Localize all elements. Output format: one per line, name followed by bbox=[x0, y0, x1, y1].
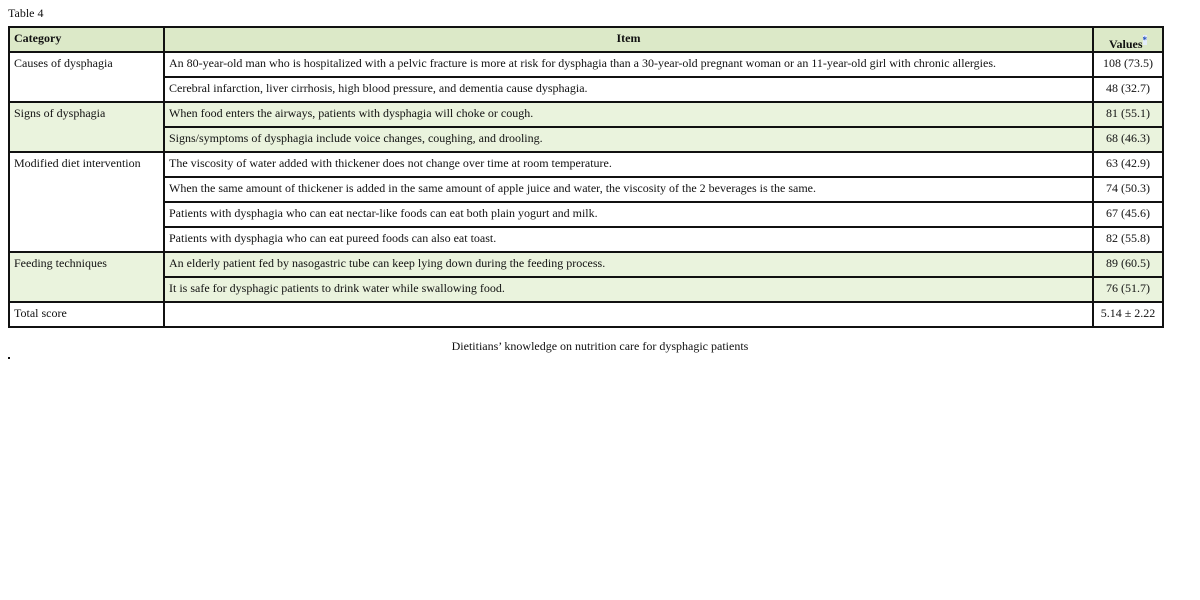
table-row bbox=[9, 227, 1163, 252]
item-cell: Patients with dysphagia who can eat nectar-like foods can eat both plain yogurt and milk. bbox=[164, 202, 1093, 227]
table-row bbox=[9, 152, 1163, 177]
item-cell: The viscosity of water added with thickener does not change over time at room temperature. bbox=[164, 152, 1093, 177]
category-cell: Causes of dysphagia bbox=[9, 52, 164, 102]
value-cell: 74 (50.3) bbox=[1093, 177, 1163, 202]
value-cell: 82 (55.8) bbox=[1093, 227, 1163, 252]
value-cell: 68 (46.3) bbox=[1093, 127, 1163, 152]
value-cell: 81 (55.1) bbox=[1093, 102, 1163, 127]
header-category: Category bbox=[9, 27, 164, 52]
total-label-cell: Total score bbox=[9, 302, 164, 327]
item-cell: When food enters the airways, patients with dysphagia will choke or cough. bbox=[164, 102, 1093, 127]
value-cell: 48 (32.7) bbox=[1093, 77, 1163, 102]
table-label: Table 4 bbox=[8, 6, 44, 20]
table-row bbox=[9, 77, 1163, 102]
header-row bbox=[9, 27, 1163, 52]
category-cell: Modified diet intervention bbox=[9, 152, 164, 252]
stray-dot bbox=[8, 357, 10, 359]
item-cell: Signs/symptoms of dysphagia include voice changes, coughing, and drooling. bbox=[164, 127, 1093, 152]
table-row bbox=[9, 52, 1163, 77]
total-row bbox=[9, 302, 1163, 327]
table-row bbox=[9, 252, 1163, 277]
item-cell: Cerebral infarction, liver cirrhosis, high blood pressure, and dementia cause dysphagia. bbox=[164, 77, 1093, 102]
value-cell: 67 (45.6) bbox=[1093, 202, 1163, 227]
total-item-cell bbox=[164, 302, 1093, 327]
table-row bbox=[9, 202, 1163, 227]
total-value-cell: 5.14 ± 2.22 bbox=[1093, 302, 1163, 327]
header-item: Item bbox=[164, 27, 1093, 52]
table-row bbox=[9, 127, 1163, 152]
table-row bbox=[9, 177, 1163, 202]
item-cell: It is safe for dysphagic patients to drink water while swallowing food. bbox=[164, 277, 1093, 302]
category-cell: Feeding techniques bbox=[9, 252, 164, 302]
footnote-marker[interactable]: * bbox=[1142, 35, 1148, 45]
item-cell: An elderly patient fed by nasogastric tube can keep lying down during the feeding process. bbox=[164, 252, 1093, 277]
category-cell: Signs of dysphagia bbox=[9, 102, 164, 152]
table-row bbox=[9, 277, 1163, 302]
knowledge-table bbox=[8, 26, 1164, 328]
item-cell: An 80-year-old man who is hospitalized with a pelvic fracture is more at risk for dysphagia than a 30-year-old pregnant woman or an 11-year-old girl with chronic allergies. bbox=[164, 52, 1093, 77]
header-values bbox=[1093, 27, 1163, 52]
header-values-label: Values bbox=[1108, 37, 1143, 51]
item-cell: When the same amount of thickener is added in the same amount of apple juice and water, the viscosity of the 2 beverages is the same. bbox=[164, 177, 1093, 202]
item-cell: Patients with dysphagia who can eat pureed foods can also eat toast. bbox=[164, 227, 1093, 252]
value-cell: 76 (51.7) bbox=[1093, 277, 1163, 302]
value-cell: 89 (60.5) bbox=[1093, 252, 1163, 277]
table-row bbox=[9, 102, 1163, 127]
value-cell: 108 (73.5) bbox=[1093, 52, 1163, 77]
table-caption: Dietitians’ knowledge on nutrition care for dysphagic patients bbox=[451, 339, 749, 353]
value-cell: 63 (42.9) bbox=[1093, 152, 1163, 177]
